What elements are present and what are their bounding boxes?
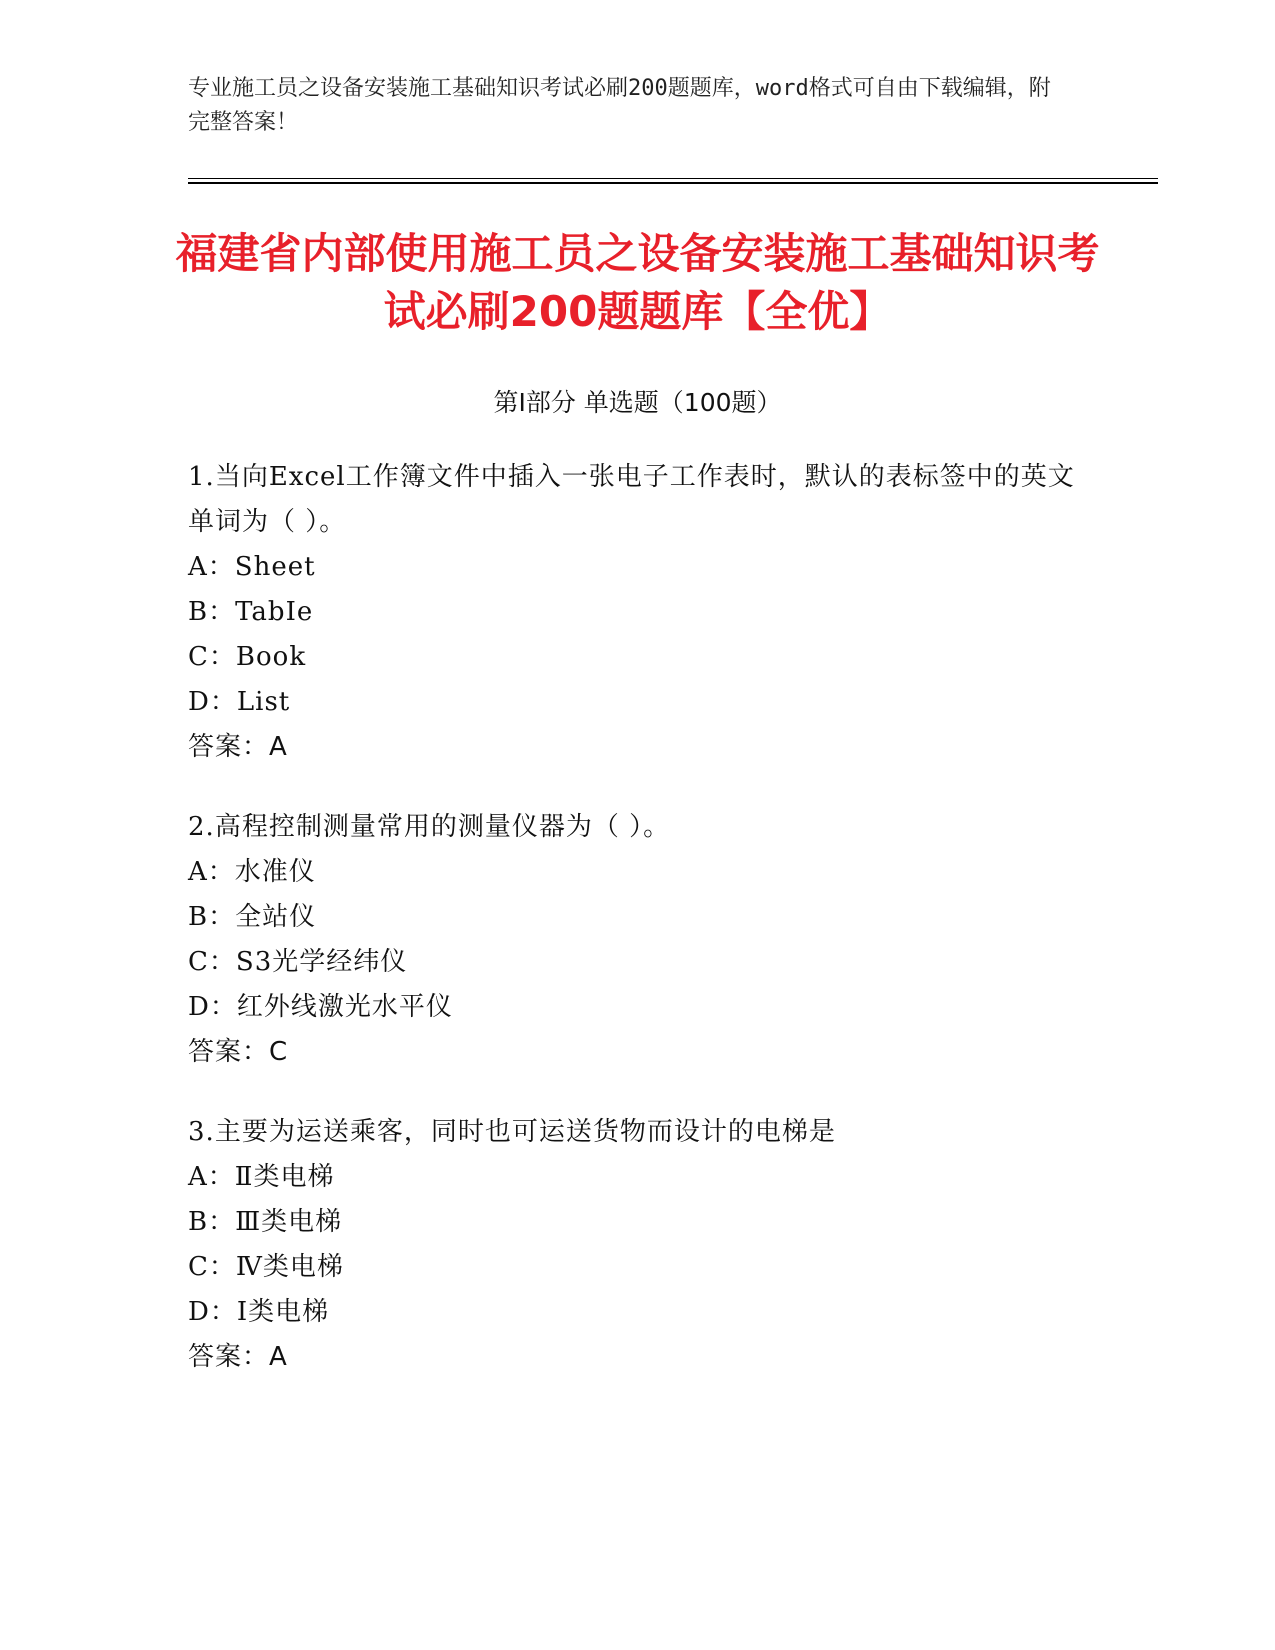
question-number: 1.	[188, 462, 215, 492]
option-text: Ⅰ类电梯	[236, 1297, 330, 1327]
option-text: 全站仪	[235, 902, 317, 932]
option-label: D：	[188, 1297, 237, 1327]
option-text: 红外线激光水平仪	[236, 992, 453, 1022]
answer: 答案：A	[188, 1342, 288, 1372]
option-label: B：	[188, 1207, 236, 1237]
option-text: Ⅱ类电梯	[234, 1162, 335, 1192]
option-label: A：	[188, 552, 235, 582]
question-number: 2.	[188, 812, 215, 842]
header-note: 专业施工员之设备安装施工基础知识考试必刷200题题库，word格式可自由下载编辑，附完整答案！	[188, 76, 1051, 135]
header-rule-thick	[188, 182, 1158, 184]
option-text: 水准仪	[234, 857, 316, 887]
question-number: 3.	[188, 1117, 215, 1147]
question-text	[188, 455, 1088, 545]
question-body: 主要为运送乘客，同时也可运送货物而设计的电梯是	[214, 1117, 836, 1147]
answer: 答案：C	[188, 1037, 289, 1067]
option-a	[188, 850, 1088, 895]
option-b	[188, 1200, 1088, 1245]
question-3	[188, 1110, 1088, 1380]
option-b	[188, 590, 1088, 635]
question-1	[188, 455, 1088, 770]
option-label: C：	[188, 947, 236, 977]
option-text: Ⅲ类电梯	[235, 1207, 343, 1237]
section-heading: 第Ⅰ部分 单选题（100题）	[493, 388, 782, 417]
question-body: 当向Excel工作簿文件中插入一张电子工作表时，默认的表标签中的英文单词为（ ）。	[188, 462, 1075, 537]
option-text: List	[236, 687, 291, 717]
option-a	[188, 1155, 1088, 1200]
option-text: S3光学经纬仪	[235, 947, 408, 977]
option-c	[188, 635, 1088, 680]
option-label: D：	[188, 687, 237, 717]
option-label: B：	[188, 902, 236, 932]
option-c	[188, 940, 1088, 985]
header-rule-thin	[188, 178, 1158, 179]
question-text	[188, 1110, 1088, 1155]
option-c	[188, 1245, 1088, 1290]
option-label: A：	[188, 857, 235, 887]
option-a	[188, 545, 1088, 590]
option-label: D：	[188, 992, 237, 1022]
option-text: TabIe	[235, 597, 314, 627]
question-text	[188, 805, 1088, 850]
option-label: C：	[188, 642, 236, 672]
option-label: B：	[188, 597, 236, 627]
question-2	[188, 805, 1088, 1075]
option-d	[188, 985, 1088, 1030]
option-d	[188, 680, 1088, 725]
answer: 答案：A	[188, 732, 288, 762]
option-d	[188, 1290, 1088, 1335]
option-label: A：	[188, 1162, 235, 1192]
question-body: 高程控制测量常用的测量仪器为（ ）。	[214, 812, 671, 842]
document-title: 福建省内部使用施工员之设备安装施工基础知识考试必刷200题题库【全优】	[175, 229, 1100, 336]
option-label: C：	[188, 1252, 236, 1282]
option-text: Ⅳ类电梯	[235, 1252, 344, 1282]
option-b	[188, 895, 1088, 940]
option-text: Sheet	[234, 552, 316, 582]
option-text: Book	[235, 642, 307, 672]
